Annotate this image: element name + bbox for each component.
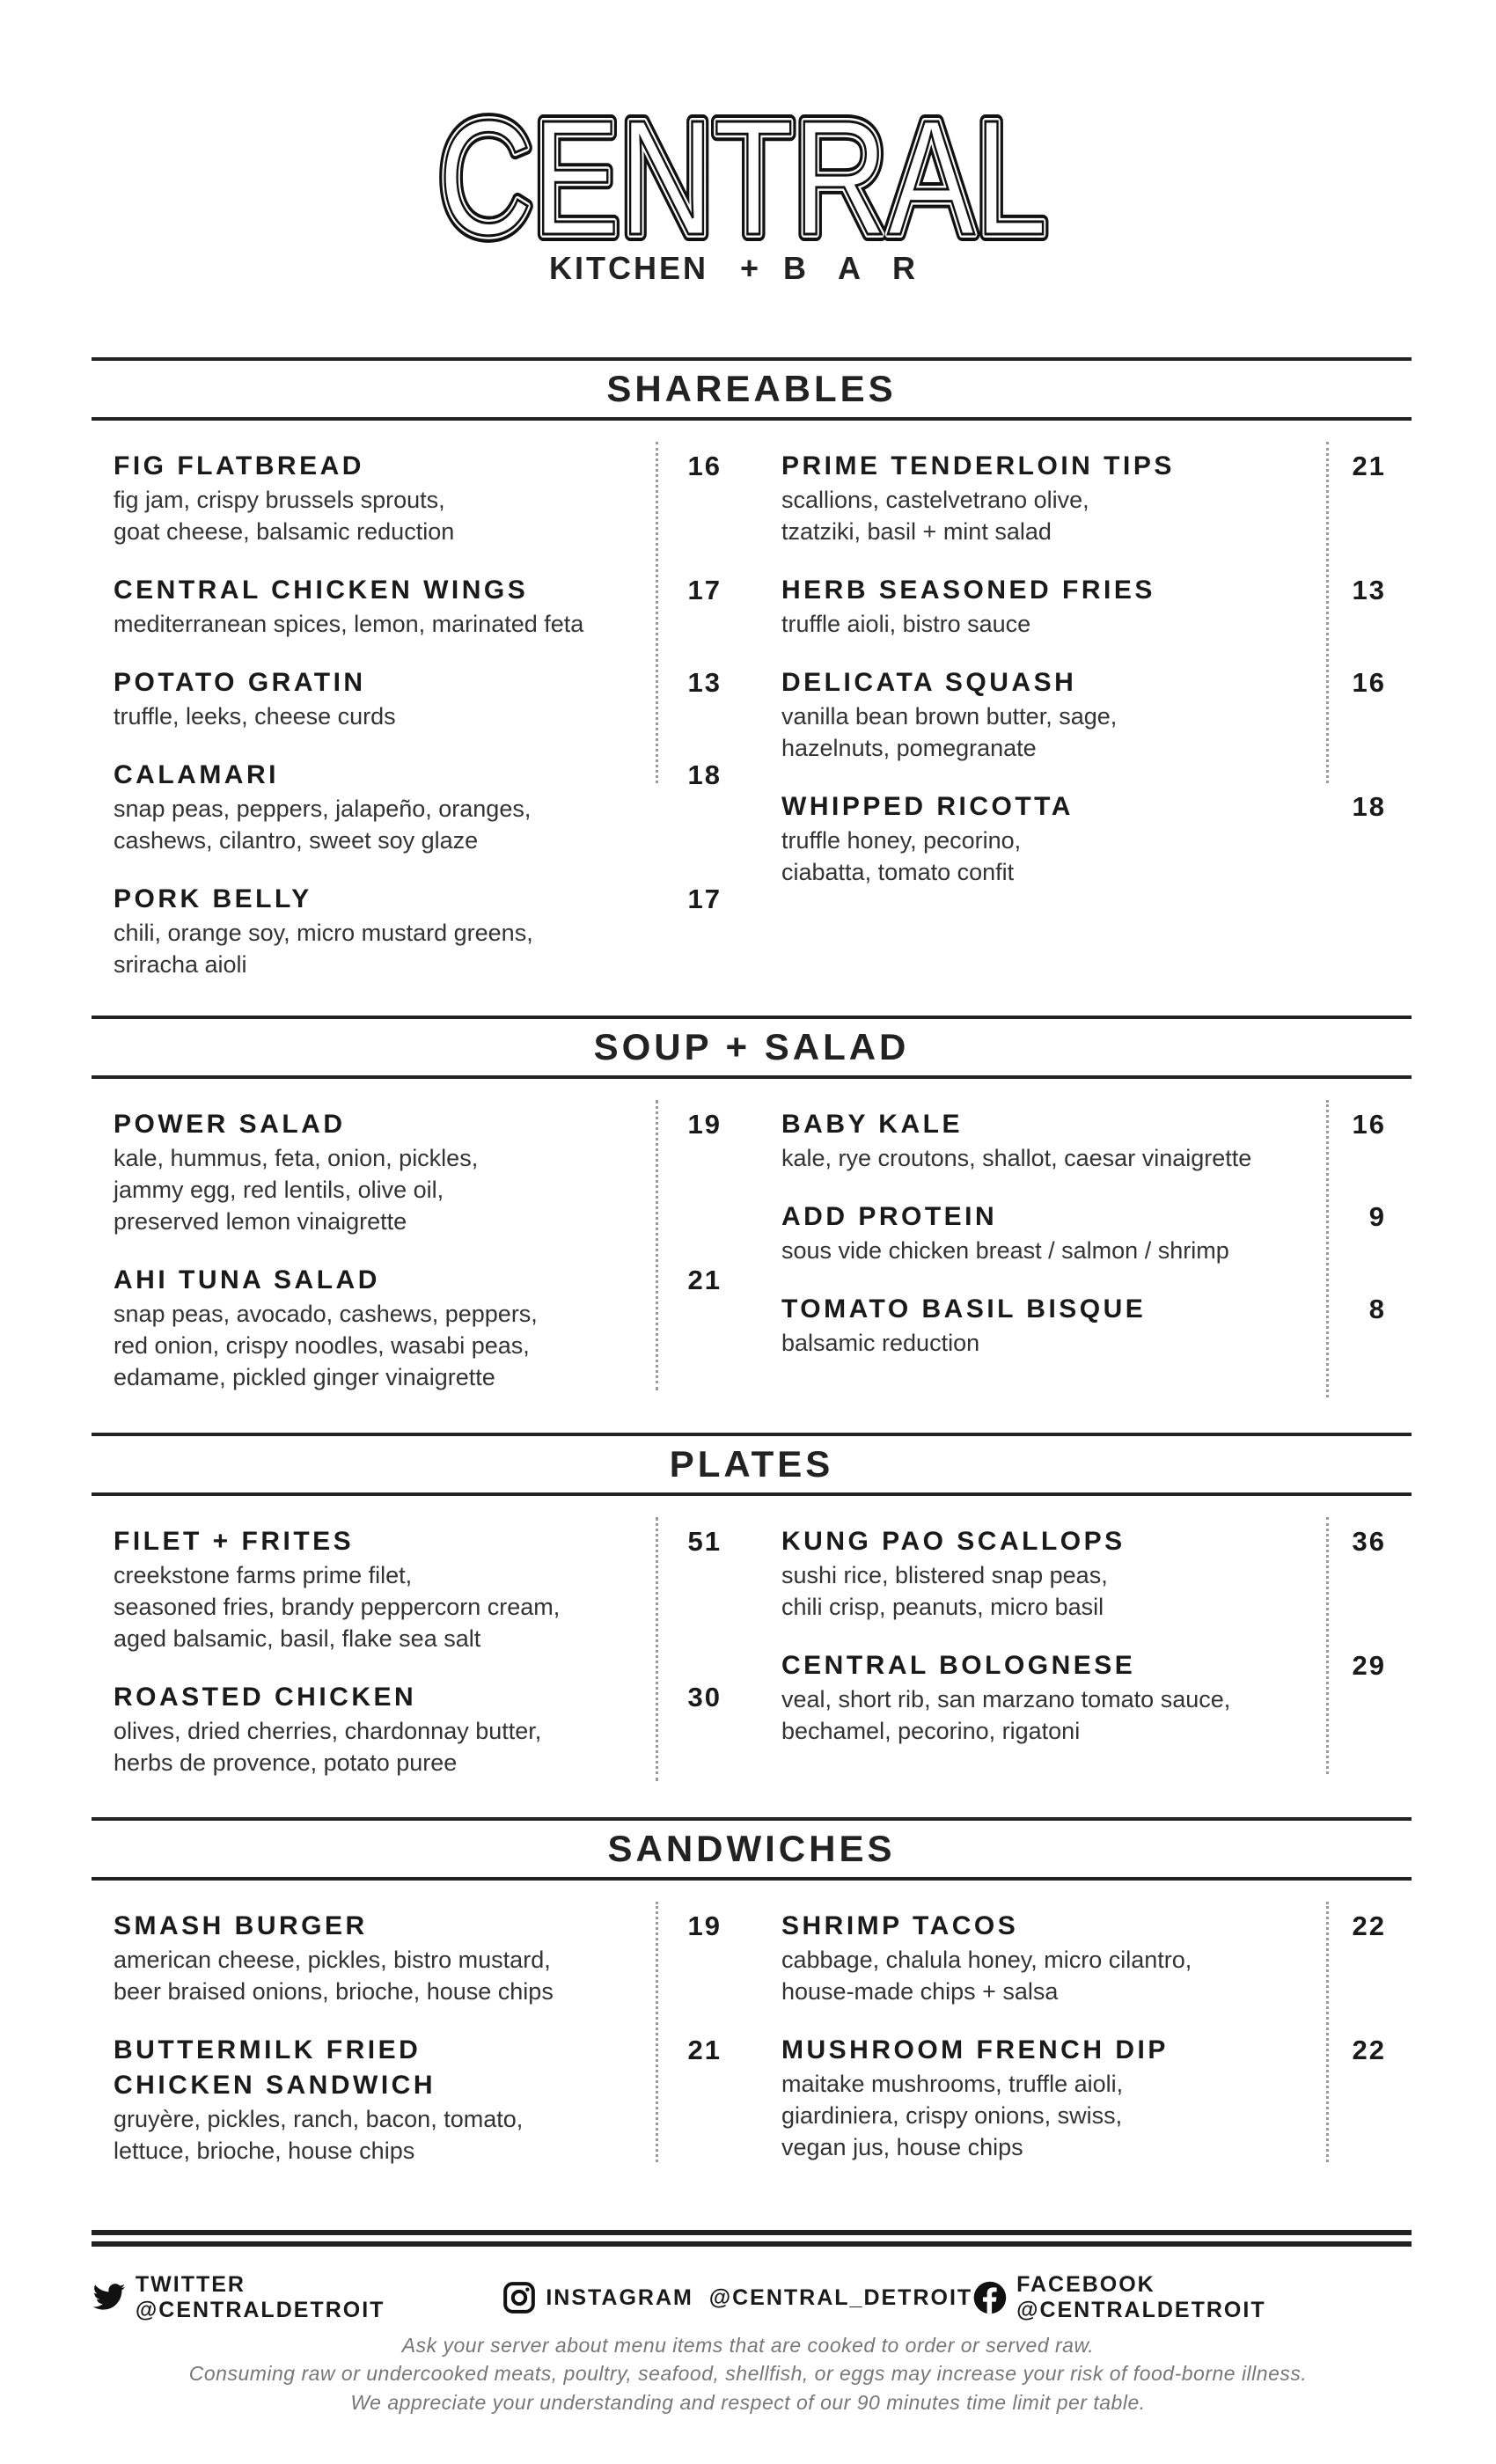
menu-column-right [781,1107,1386,1384]
menu-item [781,789,1386,888]
item-price: 22 [1352,1910,1386,1941]
item-description: balsamic reduction [781,1330,980,1356]
disclaimer-line: Ask your server about menu items that are cooked to order or served raw. [401,2334,1095,2357]
section-header [92,1016,1412,1079]
item-name: SMASH BURGER [114,1911,368,1940]
item-price: 21 [687,2035,722,2065]
item-name: TOMATO BASIL BISQUE [781,1294,1147,1324]
item-price: 22 [1352,2035,1386,2065]
item-price: 19 [687,1910,722,1941]
menu-column-left [114,1524,722,1804]
item-description: kale, rye croutons, shallot, caesar vinaigrette [781,1145,1252,1171]
section-title: SOUP + SALAD [593,1026,910,1067]
item-price: 18 [687,759,722,790]
tagline-plus: + [739,250,759,286]
menu-column-left [114,449,722,1006]
twitter-icon [92,2280,127,2315]
menu-item [781,1199,1386,1266]
menu-item [114,2033,722,2167]
item-description: preserved lemon vinaigrette [114,1208,407,1235]
item-description: hazelnuts, pomegranate [781,735,1037,761]
svg-text:CENTRAL: CENTRAL [438,106,1047,246]
tagline-kitchen: KITCHEN [548,250,708,286]
menu-item [114,665,722,732]
item-name: KUNG PAO SCALLOPS [781,1527,1126,1556]
item-description: jammy egg, red lentils, olive oil, [114,1177,444,1203]
item-price: 16 [687,451,722,481]
item-name: FILET + FRITES [114,1527,355,1556]
facebook-handle: FACEBOOK @CENTRALDETROIT [1016,2272,1266,2322]
item-name: SHRIMP TACOS [781,1911,1019,1940]
logo-tagline [0,250,1496,287]
item-price: 13 [687,667,722,698]
item-price: 21 [687,1265,722,1295]
item-price: 30 [687,1682,722,1712]
menu-item [114,758,722,856]
item-description: bechamel, pecorino, rigatoni [781,1718,1081,1744]
item-name: BUTTERMILK FRIED CHICKEN SANDWICH [114,2035,436,2100]
svg-text:CENTRAL: CENTRAL [438,106,1047,246]
menu-item [781,1107,1386,1174]
menu-column-left [114,1909,722,2192]
menu-section-sandwiches [92,1817,1412,2164]
item-name: DELICATA SQUASH [781,668,1077,697]
menu-item [781,449,1386,547]
section-header [92,1433,1412,1496]
item-price: 21 [1352,451,1386,481]
item-name: CALAMARI [114,760,279,789]
item-description: red onion, crispy noodles, wasabi peas, [114,1332,530,1359]
menu-section-soup-salad [92,1016,1412,1390]
menu-column-left [114,1107,722,1419]
section-header [92,357,1412,421]
menu-item [781,1524,1386,1623]
item-name: BABY KALE [781,1110,963,1139]
item-description: kale, hummus, feta, onion, pickles, [114,1145,479,1171]
item-name: POWER SALAD [114,1110,346,1139]
item-description: snap peas, avocado, cashews, peppers, [114,1301,538,1327]
item-description: sushi rice, blistered snap peas, [781,1562,1108,1588]
item-name: WHIPPED RICOTTA [781,792,1074,821]
menu-item [781,665,1386,764]
central-logo [422,106,1074,246]
menu-column-right [781,449,1386,913]
item-price: 16 [1352,1109,1386,1140]
item-description: chili, orange soy, micro mustard greens, [114,920,533,946]
menu-item [114,1909,722,2007]
menu-column-right [781,1909,1386,2189]
item-description: truffle, leeks, cheese curds [114,703,396,730]
item-description: veal, short rib, san marzano tomato sauce, [781,1686,1231,1712]
item-name: PRIME TENDERLOIN TIPS [781,451,1175,480]
section-title: PLATES [669,1443,834,1485]
instagram-link[interactable] [502,2280,972,2315]
item-description: maitake mushrooms, truffle aioli, [781,2071,1124,2097]
menu-item [781,1909,1386,2007]
item-price: 17 [687,575,722,605]
item-name: MUSHROOM FRENCH DIP [781,2035,1169,2064]
item-description: mediterranean spices, lemon, marinated feta [114,611,584,637]
menu-item [114,573,722,640]
item-name: HERB SEASONED FRIES [781,576,1155,605]
item-price: 18 [1352,791,1386,822]
item-description: american cheese, pickles, bistro mustard, [114,1947,551,1973]
item-name: FIG FLATBREAD [114,451,364,480]
item-price: 16 [1352,667,1386,698]
footer-divider [92,2230,1412,2235]
item-description: cashews, cilantro, sweet soy glaze [114,827,479,854]
item-name: AHI TUNA SALAD [114,1265,380,1294]
item-name: POTATO GRATIN [114,668,366,697]
item-description: edamame, pickled ginger vinaigrette [114,1364,495,1390]
instagram-icon [502,2280,537,2315]
item-description: herbs de provence, potato puree [114,1749,458,1776]
item-description: sriracha aioli [114,951,247,978]
item-price: 51 [687,1526,722,1557]
menu-item [114,1263,722,1393]
item-description: chili crisp, peanuts, micro basil [781,1594,1104,1620]
item-price: 29 [1352,1650,1386,1681]
footer-divider [92,2241,1412,2247]
item-description: house-made chips + salsa [781,1978,1059,2005]
disclaimer-line: Consuming raw or undercooked meats, poultry, seafood, shellfish, or eggs may increase your risk of food-borne illness. [188,2362,1308,2385]
item-description: gruyère, pickles, ranch, bacon, tomato, [114,2106,524,2132]
item-description: creekstone farms prime filet, [114,1562,413,1588]
item-price: 8 [1368,1294,1386,1324]
twitter-link[interactable] [92,2272,502,2323]
menu-item [781,2033,1386,2163]
section-title: SHAREABLES [606,368,897,409]
item-description: vanilla bean brown butter, sage, [781,703,1118,730]
menu-item [114,1107,722,1237]
instagram-handle: INSTAGRAM @CENTRAL_DETROIT [546,2284,973,2310]
menu-section-shareables [92,357,1412,978]
item-description: seasoned fries, brandy peppercorn cream, [114,1594,561,1620]
facebook-link[interactable] [972,2272,1412,2323]
item-description: aged balsamic, basil, flake sea salt [114,1625,481,1652]
item-price: 17 [687,884,722,914]
item-description: ciabatta, tomato confit [781,859,1015,885]
disclaimer-line: We appreciate your understanding and respect of our 90 minutes time limit per table. [350,2391,1146,2414]
menu-column-right [781,1524,1386,1772]
item-name: PORK BELLY [114,884,312,913]
item-price: 19 [687,1109,722,1140]
menu-item [781,573,1386,640]
item-name: CENTRAL CHICKEN WINGS [114,576,529,605]
item-description: scallions, castelvetrano olive, [781,487,1089,513]
item-name: ADD PROTEIN [781,1202,998,1231]
item-description: lettuce, brioche, house chips [114,2138,415,2164]
item-description: fig jam, crispy brussels sprouts, [114,487,445,513]
svg-text:CENTRAL: CENTRAL [438,106,1047,246]
menu-item [114,449,722,547]
item-description: sous vide chicken breast / salmon / shrimp [781,1237,1229,1264]
item-description: beer braised onions, brioche, house chips [114,1978,554,2005]
item-description: olives, dried cherries, chardonnay butter, [114,1718,542,1744]
item-description: truffle aioli, bistro sauce [781,611,1031,637]
menu-section-plates [92,1433,1412,1776]
item-description: truffle honey, pecorino, [781,827,1022,854]
menu-item [114,882,722,980]
item-description: vegan jus, house chips [781,2134,1023,2160]
tagline-bar: BAR [783,250,948,286]
item-price: 9 [1368,1201,1386,1232]
item-description: giardiniera, crispy onions, swiss, [781,2102,1123,2129]
menu-item [114,1524,722,1654]
menu-item [114,1680,722,1778]
facebook-icon [972,2280,1008,2315]
twitter-handle: TWITTER @CENTRALDETROIT [135,2272,385,2322]
item-description: goat cheese, balsamic reduction [114,518,455,545]
item-description: snap peas, peppers, jalapeño, oranges, [114,796,532,822]
menu-item [781,1292,1386,1359]
item-name: ROASTED CHICKEN [114,1683,417,1712]
item-description: cabbage, chalula honey, micro cilantro, [781,1947,1192,1973]
item-description: tzatziki, basil + mint salad [781,518,1052,545]
item-name: CENTRAL BOLOGNESE [781,1651,1136,1680]
item-price: 13 [1352,575,1386,605]
section-header [92,1817,1412,1881]
social-links [92,2272,1412,2323]
item-price: 36 [1352,1526,1386,1557]
section-title: SANDWICHES [607,1828,896,1869]
menu-item [781,1648,1386,1747]
